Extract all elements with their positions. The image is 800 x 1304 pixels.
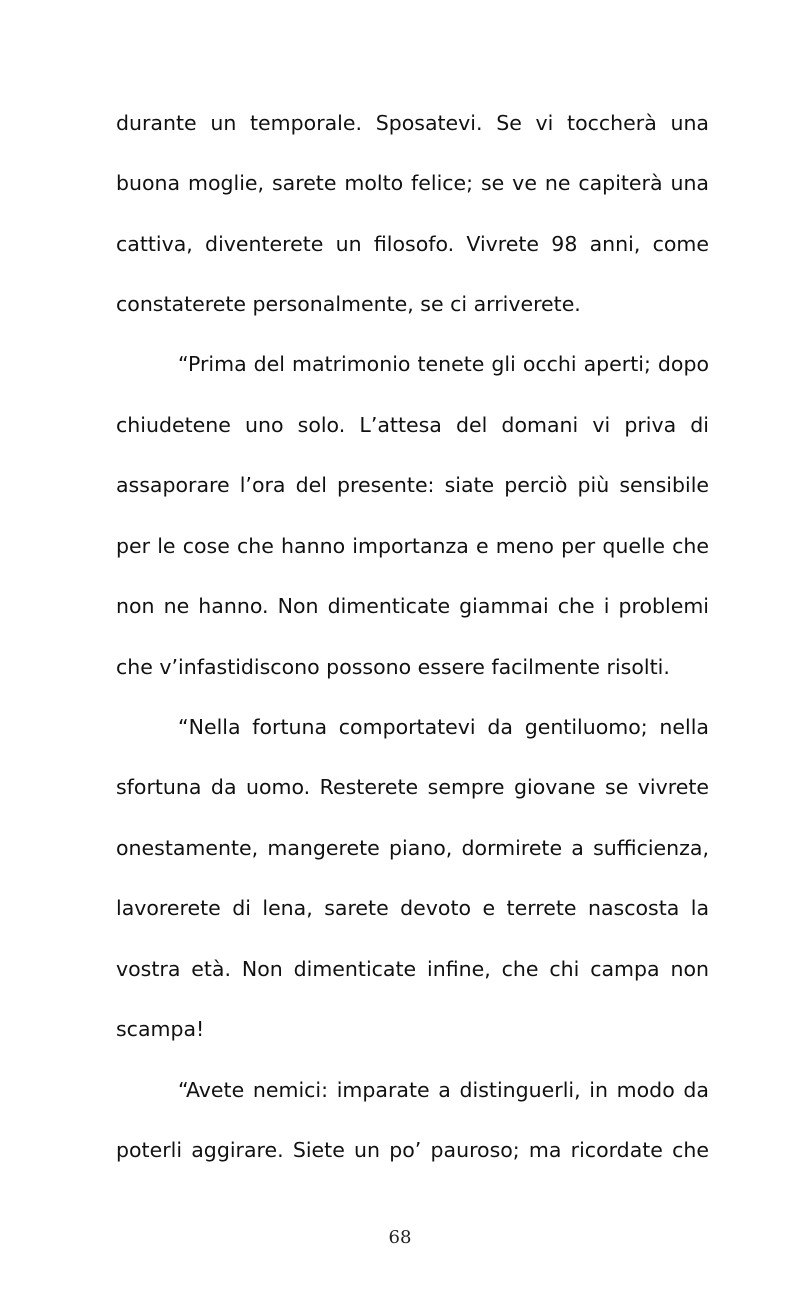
- text-line: poterli aggirare. Siete un po’ pauroso; ma ricordate che: [116, 1138, 709, 1162]
- text-line: “Prima del matrimonio tenete gli occhi aperti; dopo: [178, 352, 709, 376]
- text-line: durante un temporale. Sposatevi. Se vi toccherà una: [116, 111, 709, 135]
- text-line: assaporare l’ora del presente: siate perciò più sensibile: [116, 473, 709, 497]
- text-line: vostra età. Non dimenticate infine, che chi campa non: [116, 957, 709, 981]
- text-line: che v’infastidiscono possono essere facilmente risolti.: [116, 655, 670, 679]
- text-line: cattiva, diventerete un filosofo. Vivrete 98 anni, come: [116, 232, 709, 256]
- text-line: “Nella fortuna comportatevi da gentiluomo; nella: [178, 715, 709, 739]
- text-line: chiudetene uno solo. L’attesa del domani vi priva di: [116, 413, 709, 437]
- text-line: “Avete nemici: imparate a distinguerli, in modo da: [178, 1078, 709, 1102]
- text-line: buona moglie, sarete molto felice; se ve ne capiterà una: [116, 171, 709, 195]
- text-line: sfortuna da uomo. Resterete sempre giovane se vivrete: [116, 775, 709, 799]
- page-number: 68: [388, 1227, 412, 1248]
- text-line: scampa!: [116, 1017, 205, 1041]
- text-line: non ne hanno. Non dimenticate giammai che i problemi: [116, 594, 709, 618]
- text-line: onestamente, mangerete piano, dormirete a sufficienza,: [116, 836, 709, 860]
- text-line: per le cose che hanno importanza e meno per quelle che: [116, 534, 709, 558]
- text-line: lavorerete di lena, sarete devoto e terrete nascosta la: [116, 896, 709, 920]
- text-line: constaterete personalmente, se ci arriverete.: [116, 292, 581, 316]
